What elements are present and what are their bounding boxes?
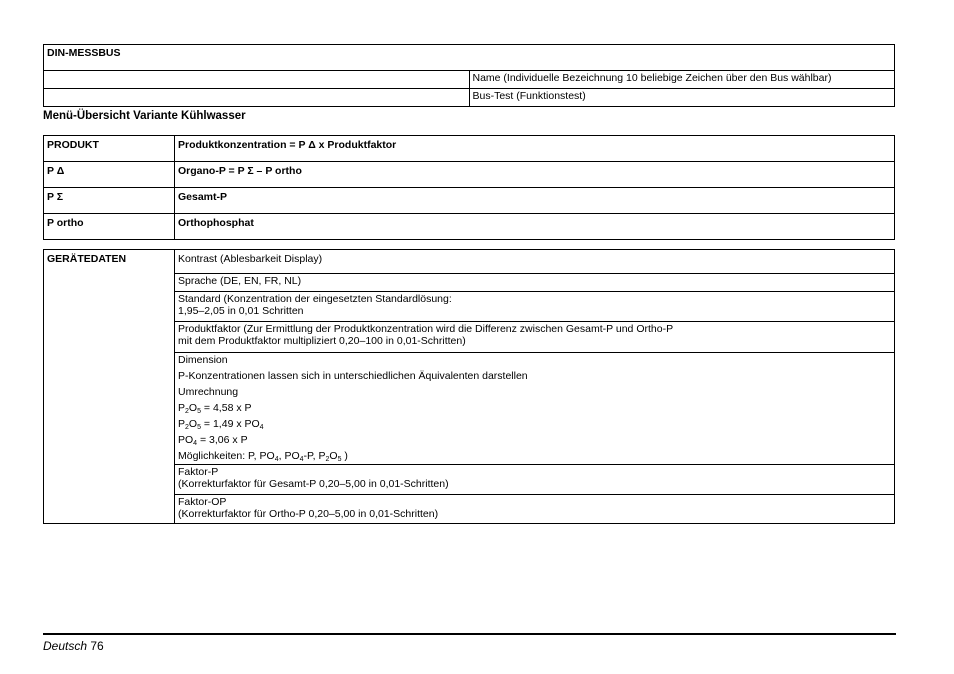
faktor-p-cell [175,465,895,495]
standard-cell [175,292,895,322]
conversion-po4-p-value: = 3,06 x P [200,434,248,446]
footer-divider [43,633,896,635]
geraetedaten-title: GERÄTEDATEN [44,250,175,524]
faktor-op-cell [175,495,895,524]
p-sigma-value: Gesamt-P [175,188,895,214]
faktor-p-line-2: (Korrekturfaktor für Gesamt-P 0,20–5,00 in 0,01-Schritten) [178,478,449,490]
p-sigma-label: P Σ [44,188,175,214]
din-messbus-name: Name (Individuelle Bezeichnung 10 beliebige Zeichen über den Bus wählbar) [469,71,895,89]
table-row [44,188,895,214]
kontrast-cell: Kontrast (Ablesbarkeit Display) [175,250,895,274]
table-row [44,89,895,107]
produkt-table [43,135,895,240]
empty-cell [44,71,470,89]
table-row [44,250,895,274]
table-row [44,162,895,188]
produkt-value: Produktkonzentration = P Δ x Produktfaktor [175,136,895,162]
produkt-label: PRODUKT [44,136,175,162]
p-ortho-value: Orthophosphat [175,214,895,240]
din-messbus-bus-test: Bus-Test (Funktionstest) [469,89,895,107]
standard-line-2: 1,95–2,05 in 0,01 Schritten [178,305,304,317]
din-messbus-header-row [44,45,895,71]
produktfaktor-line-1: Produktfaktor (Zur Ermittlung der Produktkonzentration wird die Differenz zwischen Gesamt-P und Ortho-P [178,323,674,335]
produktfaktor-line-2: mit dem Produktfaktor multipliziert 0,20–100 in 0,01-Schritten) [178,335,466,347]
faktor-op-line-2: (Korrekturfaktor für Ortho-P 0,20–5,00 in 0,01-Schritten) [178,508,439,520]
p-delta-label: P Δ [44,162,175,188]
moeglichkeiten: Möglichkeiten: P, $PO_4$, $PO_4-P$, $P_2O_5$ ) [178,450,348,463]
empty-cell [44,89,470,107]
conversion-p2o5-p-value: = 4,58 x P [203,402,252,414]
conversion-p2o5-po4-value: = 1,49 x PO [203,418,260,430]
din-messbus-table [43,44,895,107]
conversion-po4-p: $PO_4 = 3,06$ x P [178,434,248,447]
page-number: 76 [90,639,104,653]
footer-language: Deutsch [43,639,88,653]
dimension-label: Dimension [178,354,228,366]
conversion-p2o5-p: $P_2O_5 = 4,58$ x P [178,402,252,415]
table-row [44,71,895,89]
din-messbus-title: DIN-MESSBUS [44,45,895,71]
produktfaktor-cell [175,322,895,353]
page-footer [43,639,104,653]
p-delta-value: Organo-P = P Σ – P ortho [175,162,895,188]
table-row [44,136,895,162]
faktor-op-line-1: Faktor-OP [178,496,227,508]
umrechnung-label: Umrechnung [178,386,239,398]
conversion-p2o5-po4: $P_2O_5 = 1,49$ x $PO_4$ [178,418,264,431]
faktor-p-line-1: Faktor-P [178,466,219,478]
table-row [44,214,895,240]
moeglichkeiten-prefix: Möglichkeiten: P, PO [178,450,275,462]
dimension-description: P-Konzentrationen lassen sich in unterschiedlichen Äquivalenten darstellen [178,370,528,382]
sprache-cell: Sprache (DE, EN, FR, NL) [175,274,895,292]
dimension-cell [175,353,895,465]
geraetedaten-table [43,249,895,524]
standard-line-1: Standard (Konzentration der eingesetzten Standardlösung: [178,293,452,305]
section-heading: Menü-Übersicht Variante Kühlwasser [43,110,246,122]
p-ortho-label: P ortho [44,214,175,240]
